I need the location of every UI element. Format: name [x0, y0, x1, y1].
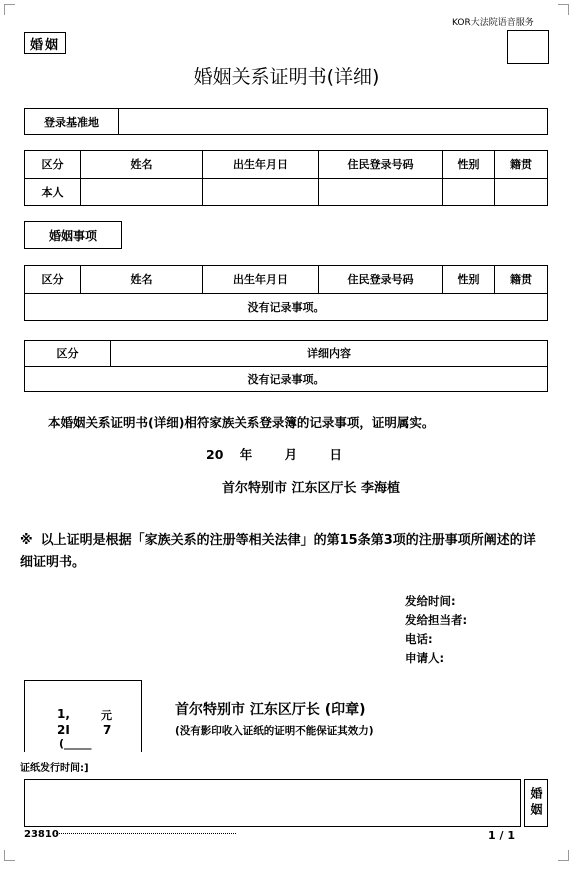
col-header: 籍贯: [495, 266, 548, 294]
registration-value: [119, 109, 548, 135]
col-header: 籍贯: [495, 151, 548, 179]
registration-table: [24, 108, 548, 135]
col-header: 性别: [443, 151, 495, 179]
registration-label: 登录基准地: [25, 109, 119, 135]
stamp-issue-label: 证纸发行时间:]: [20, 763, 89, 774]
col-header: 性别: [443, 266, 495, 294]
col-header: 姓名: [81, 266, 203, 294]
stamp-text: 2I: [57, 723, 70, 737]
corner-mark-bl: [4, 850, 15, 861]
empty-row-text: 没有记录事项。: [25, 366, 548, 392]
col-header: 住民登录号码: [319, 266, 443, 294]
corner-mark-br: [558, 850, 569, 861]
side-tag-text: 婚姻: [529, 787, 543, 819]
stamp-text: 元: [101, 709, 112, 722]
empty-row-text: 没有记录事项。: [25, 293, 548, 321]
certification-issuer: 首尔特别市 江东区厅长 李海植: [222, 481, 401, 496]
stamp-text: 1,: [57, 707, 70, 721]
seal-stamp-box: [24, 680, 142, 752]
date-year-label: 年: [239, 447, 253, 462]
corner-tag: [24, 32, 66, 54]
legal-note: [20, 530, 540, 574]
footer-code: 23810: [24, 829, 59, 840]
col-header: 出生年月日: [203, 266, 319, 294]
table-row: [25, 366, 548, 392]
footer-code-overprint: [56, 833, 236, 838]
corner-mark-tl: [4, 4, 15, 15]
col-header: 姓名: [81, 151, 203, 179]
certification-statement: 本婚姻关系证明书(详细)相符家族关系登录簿的记录事项，证明属实。: [48, 415, 435, 430]
stamp-attach-box: [24, 779, 521, 827]
col-header: 住民登录号码: [319, 151, 443, 179]
cell-gender: [443, 178, 495, 206]
date-year: 20: [206, 447, 224, 462]
detail-table: [24, 340, 548, 392]
col-header: 区分: [25, 151, 81, 179]
date-day-label: 日: [329, 447, 343, 462]
cell-name: [81, 178, 203, 206]
col-header: 出生年月日: [203, 151, 319, 179]
cell-origin: [495, 178, 548, 206]
service-label: KOR大法院语音服务: [452, 18, 534, 28]
col-header: 区分: [25, 341, 111, 367]
marriage-table: [24, 265, 548, 321]
note-text: 以上证明是根据「家族关系的注册等相关法律」的第15条第3项的注册事项所阐述的详细证明书。: [20, 533, 536, 570]
person-table: [24, 150, 548, 206]
marriage-section-label: [24, 221, 122, 249]
issue-time-label: 发给时间:: [405, 594, 456, 608]
certification-date: [206, 445, 342, 463]
cell-id: [319, 178, 443, 206]
date-month-label: 月: [284, 447, 298, 462]
stamp-text: (_____: [59, 737, 92, 750]
note-mark: ※: [20, 533, 33, 548]
corner-mark-tr: [558, 4, 569, 15]
issue-clerk-label: 发给担当者:: [405, 613, 468, 627]
row-label-self: 本人: [25, 178, 81, 206]
page-number: 1 / 1: [488, 829, 515, 842]
phone-label: 电话:: [405, 632, 433, 646]
cell-birth: [203, 178, 319, 206]
table-row: [25, 178, 548, 206]
side-tag: [524, 779, 548, 827]
applicant-label: 申请人:: [405, 651, 445, 665]
corner-tag-text: 婚姻: [29, 37, 60, 53]
issue-info: [405, 592, 467, 668]
seal-issuer: 首尔特别市 江东区厅长 (印章): [175, 702, 366, 718]
photo-box: [507, 30, 549, 64]
page-title: 婚姻关系证明书(详细): [193, 66, 380, 88]
stamp-text: 7: [103, 723, 112, 737]
seal-warning: (没有影印收入证纸的证明不能保证其效力): [175, 725, 374, 737]
table-row: [25, 293, 548, 321]
col-header: 详细内容: [111, 341, 548, 367]
marriage-section-text: 婚姻事项: [48, 228, 97, 243]
col-header: 区分: [25, 266, 81, 294]
